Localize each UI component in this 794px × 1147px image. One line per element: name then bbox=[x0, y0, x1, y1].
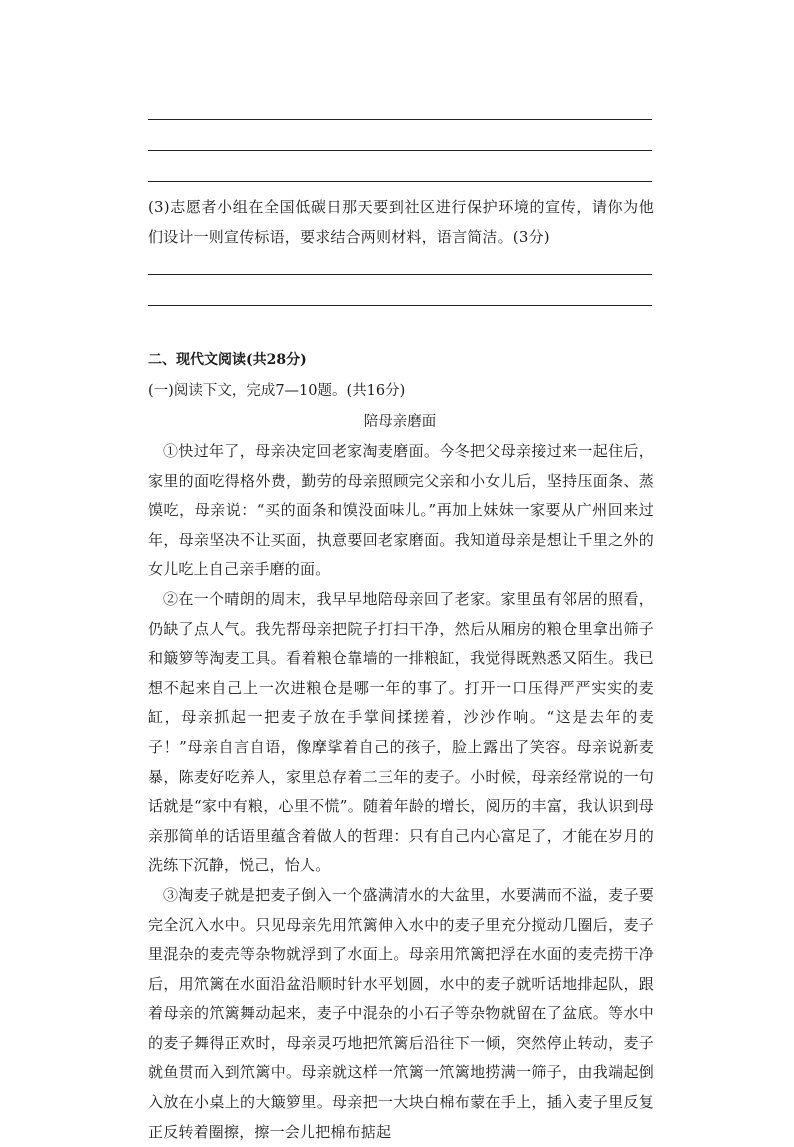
answer-line-q3[interactable] bbox=[148, 305, 652, 306]
article-paragraph-1: ①快过年了，母亲决定回老家淘麦磨面。今冬把父母亲接过来一起住后，家里的面吃得格外费，勤劳的母亲照顾完父亲和小女儿后，坚持压面条、蒸馍吃，母亲说：“买的面条和馍没面味儿。”再加上妹妹一家要从广州回来过年，母亲坚决不让买面，执意要回老家磨面。我知道母亲是想让千里之外的女儿吃上自己亲手磨的面。 bbox=[148, 442, 654, 579]
answer-line[interactable] bbox=[148, 150, 652, 151]
article-paragraph-2: ②在一个晴朗的周末，我早早地陪母亲回了老家。家里虽有邻居的照看，仍缺了点人气。我先帮母亲把院子打扫干净，然后从厢房的粮仓里拿出筛子和簸箩等淘麦工具。看着粮仓靠墙的一排粮缸，我觉得既熟悉又陌生。我已想不起来自己上一次进粮仓是哪一年的事了。打开一口压得严严实实的麦缸，母亲抓起一把麦子放在手掌间揉搓着，沙沙作响。“这是去年的麦子！”母亲自言自语，像摩挲着自己的孩子，脸上露出了笑容。母亲说新麦暴，陈麦好吃养人，家里总存着二三年的麦子。小时候，母亲经常说的一句话就是“家中有粮，心里不慌”。随着年龄的增长，阅历的丰富，我认识到母亲那简单的话语里蕴含着做人的哲理：只有自己内心富足了，才能在岁月的洗练下沉静，悦己，怡人。 bbox=[148, 589, 654, 875]
section-subheading: (一)阅读下文，完成7—10题。(共16分) bbox=[148, 383, 406, 399]
article-title: 陪母亲磨面 bbox=[363, 414, 437, 430]
answer-line[interactable] bbox=[148, 119, 652, 120]
question-3-prompt: (3)志愿者小组在全国低碳日那天要到社区进行保护环境的宣传，请你为他们设计一则宣传标语，要求结合两则材料，语言简洁。(3分) bbox=[148, 198, 654, 246]
article-paragraph-3: ③淘麦子就是把麦子倒入一个盛满清水的大盆里，水要满而不溢，麦子要完全沉入水中。只见母亲先用笊篱伸入水中的麦子里充分搅动几圈后，麦子里混杂的麦壳等杂物就浮到了水面上。母亲用笊篱把浮在水面的麦壳捞干净后，用笊篱在水面沿盆沿顺时针水平划圆，水中的麦子就听话地排起队，跟着母亲的笊篱舞动起来，麦子中混杂的小石子等杂物就留在了盆底。等水中的麦子舞得正欢时，母亲灵巧地把笊篱后沿往下一倾，突然停止转动，麦子就鱼贯而入到笊篱中。母亲就这样一笊篱一笊篱地捞满一筛子，由我端起倒入放在小桌上的大簸箩里。母亲把一大块白棉布蒙在手上，插入麦子里反复正反转着圈擦，擦一会儿把棉布掂起 bbox=[148, 885, 654, 1141]
question-3-text bbox=[148, 193, 654, 252]
answer-line[interactable] bbox=[148, 181, 652, 182]
answer-line-q3[interactable] bbox=[148, 274, 652, 275]
section-heading: 二、现代文阅读(共28分) bbox=[148, 352, 307, 368]
article-body bbox=[148, 437, 654, 1147]
